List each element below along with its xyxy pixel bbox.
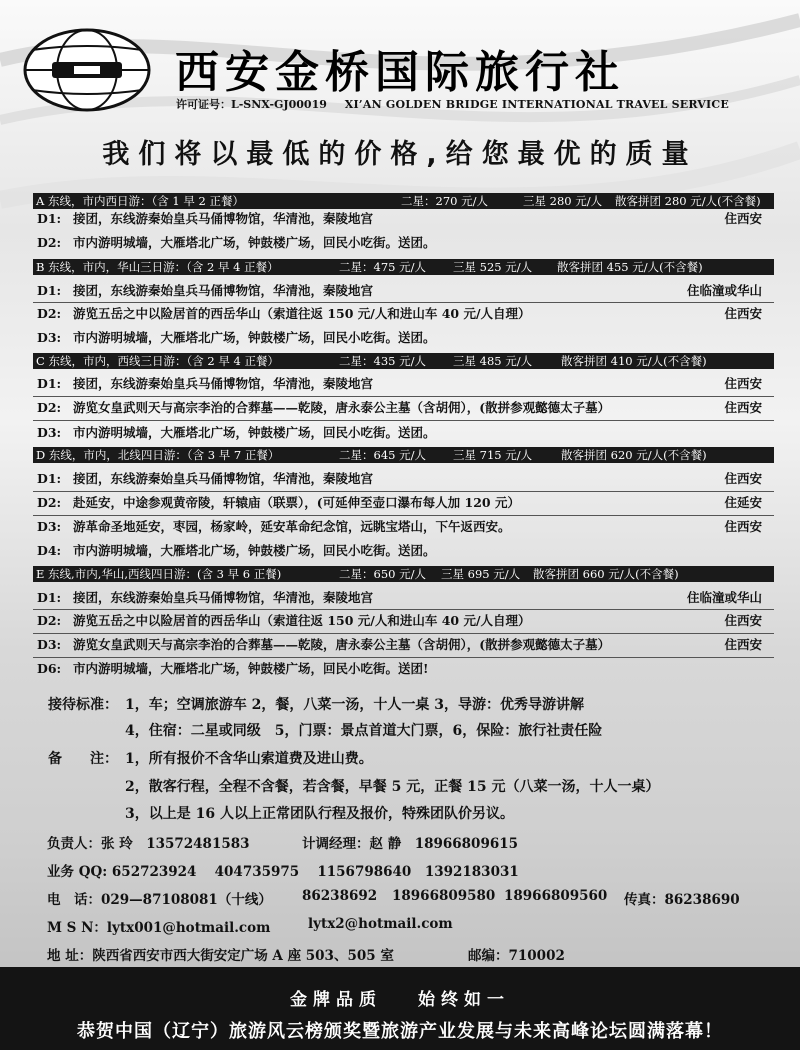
- price-group: 散客拼团 620 元/人(不含餐): [561, 448, 707, 462]
- route-header: [33, 193, 774, 209]
- motto-part-2: 始终如一: [418, 990, 510, 1010]
- license-number: 许可证号：L-SNX-GJ00019: [176, 98, 327, 111]
- fax-contact: 传真：86238690: [624, 892, 740, 908]
- notes-line-1: 1，所有报价不含华山索道费及进山费。: [125, 751, 373, 767]
- price-two-star: 二星：475 元/人: [339, 260, 426, 274]
- msn-contact-2: lytx2@hotmail.com: [308, 916, 453, 932]
- price-two-star: 二星：650 元/人: [339, 567, 426, 581]
- price-group: 散客拼团 410 元/人(不含餐): [561, 354, 707, 368]
- standards-line-2: 4，住宿：二星或同级 5，门票：景点首道大门票，6，保险：旅行社责任险: [125, 723, 603, 739]
- route-header: [33, 566, 774, 582]
- company-title: 西安金桥国际旅行社: [175, 47, 625, 98]
- company-english-name: XI’AN GOLDEN BRIDGE INTERNATIONAL TRAVEL SERVICE: [344, 98, 729, 111]
- price-three-star: 三星 695 元/人: [441, 567, 521, 581]
- itinerary-row: D2: 游览女皇武则天与高宗李治的合葬墓——乾陵，唐永泰公主墓（含胡佣），(散拼参观懿德太子墓） 住西安: [37, 400, 762, 415]
- price-two-star: 二星：270 元/人: [401, 194, 488, 208]
- route-header: [33, 353, 774, 369]
- itinerary-row: D2: 游览五岳之中以险居首的西岳华山（索道往返 150 元/人和进山车 40 元/人自理） 住西安: [37, 306, 762, 321]
- postcode: 邮编：710002: [468, 948, 565, 964]
- itinerary-row: D1: 接团，东线游秦始皇兵马俑博物馆，华清池，秦陵地宫 住西安: [37, 376, 762, 391]
- route-title: E 东线,市内,华山,西线四日游：(含 3 早 6 正餐): [36, 567, 282, 581]
- divider: [33, 633, 774, 634]
- manager-contact: 负责人：张 玲 13572481583: [47, 836, 250, 852]
- notes-line-2: 2，散客行程，全程不含餐，若含餐，早餐 5 元，正餐 15 元（八菜一汤，十人一桌）: [125, 779, 660, 795]
- divider: [33, 420, 774, 421]
- motto-part-1: 金牌品质: [290, 990, 382, 1010]
- license-line: [176, 96, 729, 112]
- route-header: [33, 259, 774, 275]
- price-three-star: 三星 715 元/人: [453, 448, 533, 462]
- standards-label: 接待标准：: [48, 697, 118, 713]
- route-title: A 东线，市内西日游：（含 1 早 2 正餐）: [36, 194, 244, 208]
- price-two-star: 二星：645 元/人: [339, 448, 426, 462]
- itinerary-row: D2: 赴延安，中途参观黄帝陵，轩辕庙（联票），(可延伸至壶口瀑布每人加 120 元） 住延安: [37, 495, 762, 510]
- route-header: [33, 447, 774, 463]
- price-three-star: 三星 525 元/人: [453, 260, 533, 274]
- divider: [33, 609, 774, 610]
- itinerary-row: D2: 游览五岳之中以险居首的西岳华山（索道往返 150 元/人和进山车 40 元/人自理） 住西安: [37, 613, 762, 628]
- phone-number: 18966809560: [504, 888, 608, 904]
- price-group: 散客拼团 280 元/人(不含餐): [615, 194, 761, 208]
- itinerary-row: D1: 接团，东线游秦始皇兵马俑博物馆，华清池，秦陵地宫 住临潼或华山: [37, 283, 762, 298]
- price-group: 散客拼团 455 元/人(不含餐): [557, 260, 703, 274]
- divider: [33, 515, 774, 516]
- phone-number: 86238692: [302, 888, 378, 904]
- itinerary-row: D3: 游览女皇武则天与高宗李治的合葬墓——乾陵，唐永泰公主墓（含胡佣），(散拼参观懿德太子墓） 住西安: [37, 637, 762, 652]
- price-three-star: 三星 280 元/人: [523, 194, 603, 208]
- itinerary-row: D1: 接团，东线游秦始皇兵马俑博物馆，华清池，秦陵地宫 住西安: [37, 471, 762, 486]
- price-group: 散客拼团 660 元/人(不含餐): [533, 567, 679, 581]
- itinerary-row: D3: 游革命圣地延安，枣园，杨家岭，延安革命纪念馆，远眺宝塔山，下午返西安。 住西安: [37, 519, 762, 534]
- slogan: 我们将以最低的价格,给您最优的质量: [102, 139, 698, 170]
- phone-number: 18966809580: [392, 888, 496, 904]
- notes-line-3: 3，以上是 16 人以上正常团队行程及报价，特殊团队价另议。: [125, 806, 514, 822]
- msn-contact: M S N：lytx001@hotmail.com: [47, 920, 271, 936]
- footer-motto: [0, 985, 800, 1010]
- divider: [33, 302, 774, 303]
- route-title: D 东线，市内，北线四日游：（含 3 早 7 正餐）: [36, 448, 280, 462]
- price-three-star: 三星 485 元/人: [453, 354, 533, 368]
- itinerary-row: D3: 市内游明城墙，大雁塔北广场，钟鼓楼广场，回民小吃街。送团。: [37, 425, 436, 440]
- company-logo-globe-icon: [22, 28, 152, 112]
- notes-label: 备 注：: [48, 751, 118, 767]
- planner-contact: 计调经理：赵 静 18966809615: [302, 836, 519, 852]
- address: 地 址：陕西省西安市西大街安定广场 A 座 503、505 室: [47, 948, 394, 964]
- itinerary-row: D4: 市内游明城墙，大雁塔北广场，钟鼓楼广场，回民小吃街。送团。: [37, 543, 436, 558]
- itinerary-row: D1: 接团，东线游秦始皇兵马俑博物馆，华清池，秦陵地宫 住临潼或华山: [37, 590, 762, 605]
- itinerary-row: D1: 接团，东线游秦始皇兵马俑博物馆，华清池，秦陵地宫 住西安: [37, 211, 762, 226]
- itinerary-row: D3: 市内游明城墙，大雁塔北广场，钟鼓楼广场，回民小吃街。送团。: [37, 330, 436, 345]
- divider: [33, 657, 774, 658]
- standards-line-1: 1，车；空调旅游车 2，餐，八菜一汤，十人一桌 3，导游：优秀导游讲解: [125, 697, 584, 713]
- itinerary-row: D2: 市内游明城墙，大雁塔北广场，钟鼓楼广场，回民小吃街。送团。: [37, 235, 436, 250]
- phone-contact: 电 话：029—87108081（十线）: [47, 892, 272, 908]
- route-title: C 东线，市内，西线三日游：（含 2 早 4 正餐）: [36, 354, 279, 368]
- price-two-star: 二星：435 元/人: [339, 354, 426, 368]
- itinerary-row: D6: 市内游明城墙，大雁塔北广场，钟鼓楼广场，回民小吃街。送团!: [37, 661, 429, 676]
- route-title: B 东线，市内，华山三日游：（含 2 早 4 正餐）: [36, 260, 279, 274]
- divider: [33, 396, 774, 397]
- footer-congratulation: 恭贺中国（辽宁）旅游风云榜颁奖暨旅游产业发展与未来高峰论坛圆满落幕！: [77, 1021, 723, 1042]
- footer-banner: [0, 967, 800, 1050]
- divider: [33, 491, 774, 492]
- qq-contact: 业务 QQ: 652723924 404735975 1156798640 1392183031: [47, 864, 519, 880]
